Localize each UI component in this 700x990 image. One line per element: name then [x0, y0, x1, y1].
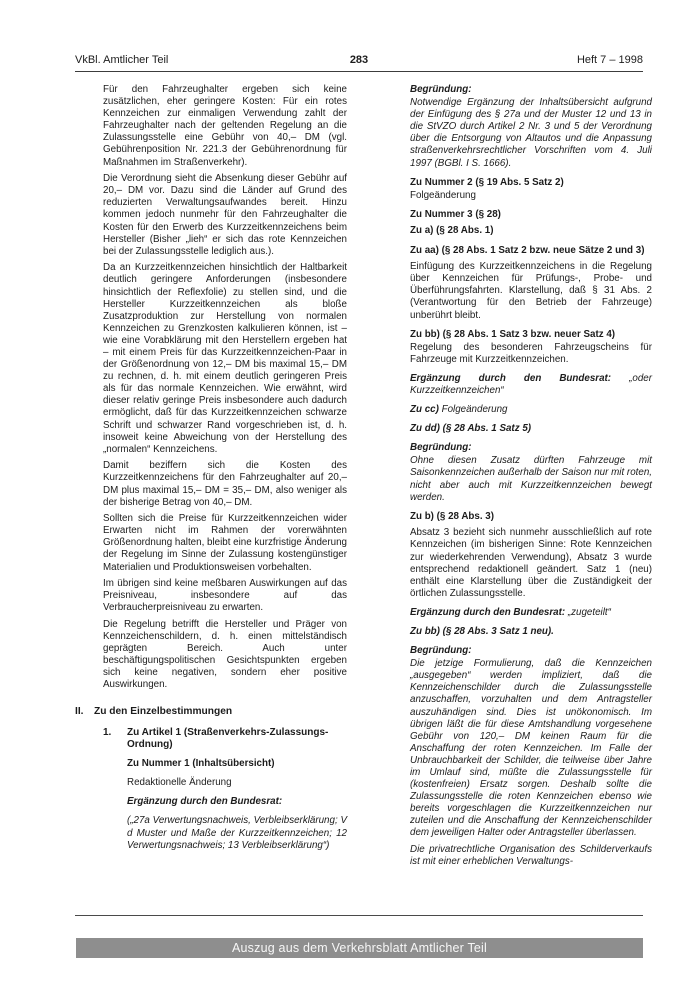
subsection-heading: Zu Nummer 1 (Inhaltsübersicht)	[127, 758, 275, 770]
folgeaenderung-text: Folgeänderung	[410, 189, 476, 201]
begruendung-3-text: Die jetzige Formulierung, daß die Kennzeichen „ausgegeben“ werden impliziert, daß die Kennzeichenschilder durch die Zulassungsstelle anzuschaffen, vorzuhalten und dem Antragsteller auszuhändigen sind. Dies ist unökonomisch. Im übrigen läßt die für diese Amtshandlung vorgesehene Gebühr von 120,– DM keinen Raum für die Anschaffung der roten Kennzeichen. Im Falle der Unbrauchbarkeit der Schilder, die teilweise über Jahre im Umlauf sind, müßte die Zulassungsstelle für (kostenfreien) Ersatz sorgen. Deshalb sollte die Zulassungsstelle die roten Kennzeichen ebenso wie bereits vorgeschlagen die Kurzzeitkennzeichen nur zuteilen und die Anschaffung der Kennzeichenschilder dem jeweiligen Halter oder Antragsteller überlassen.	[410, 658, 652, 839]
footer-divider	[75, 915, 643, 916]
ergaenzung-2	[410, 607, 652, 619]
section-title: Zu den Einzelbestimmungen	[94, 705, 233, 717]
zu-nummer-2-heading: Zu Nummer 2 (§ 19 Abs. 5 Satz 2)	[410, 176, 564, 188]
begruendung-3-heading: Begründung:	[410, 645, 472, 657]
closing-text: Die privatrechtliche Organisation des Schilderverkaufs ist mit einer erheblichen Verwaltungs-	[410, 844, 652, 868]
paragraph: Sollten sich die Preise für Kurzzeitkennzeichen wider Erwarten nicht im Rahmen der vorerwähnten Größenordnung halten, bleibt eine kurzfristige Änderung der Regelung im Sinne der Zulassung kostengünstiger Materialien und Produktionsweisen vorbehalten.	[103, 513, 347, 573]
zu-cc-line	[410, 404, 652, 416]
paragraph: Für den Fahrzeughalter ergeben sich keine zusätzlichen, eher geringere Kosten: Für ein rotes Kennzeichen zur einmaligen Verwendung zahlt der Fahrzeughalter nach der geltenden Regelung an die Zulassungsstelle eine Gebühr von 40,– DM (vgl. Gebührenposition Nr. 221.3 der Gebührenordnung für Maßnahmen im Straßenverkehr).	[103, 84, 347, 168]
zu-a-heading: Zu a) (§ 28 Abs. 1)	[410, 225, 494, 237]
ergaenzung-1-label: Ergänzung durch den Bundesrat:	[410, 372, 612, 384]
zu-b-text: Absatz 3 bezieht sich nunmehr ausschließlich auf rote Kennzeichen (im bisherigen Sinne: Rote Kennzeichen zur wiederkehrenden Verwendung), Absatz 3 wurde entsprechend redaktionell geändert. Satz 1 (neu) enthält eine Klarstellung über die Zuständigkeit der örtlichen Zulassungsstelle.	[410, 527, 652, 599]
ergaenzung-1-text: „oder Kurzzeitkennzeichen“	[410, 372, 652, 396]
item-title: Zu Artikel 1 (Straßenverkehrs-Zulassungs-Ordnung)	[127, 727, 329, 751]
header-journal-title: VkBl. Amtlicher Teil	[75, 54, 169, 66]
paragraph: Die Regelung betrifft die Hersteller und Präger von Kennzeichenschildern, d. h. einen mittelständisch geprägten Bereich. Auch unter beschäftigungspolitischen Gesichtspunkten ergeben sich keine negativen, sondern eher positive Auswirkungen.	[103, 618, 347, 691]
paragraph: Da an Kurzzeitkennzeichen hinsichtlich der Haltbarkeit deutlich geringere Anforderungen (insbesondere hinsichtlich der Reflexfolie) zu stellen sind, und die Hersteller Kurzzeitkennzeichen als bloße Zusatzproduktion zur Herstellung von normalen Kennzeichen zu Grenzkosten kalkulieren können, ist – wie eine Vorabklärung mit den Herstellern ergeben hat – mit einem Preis für das Kurzzeitkennzeichen-Paar in der Größenordnung von 12,– DM bis maximal 15,– DM zu rechnen, d. h. mit einem deutlich geringeren Preis als für das normale Kennzeichen. Wie erwähnt, wird dieser relativ geringe Preis insbesondere auch dadurch ermöglicht, daß für das Kurzzeitkennzeichen schwarze Schrift und schwarzer Rand vorgeschrieben ist, d. h. insoweit keine Abweichung von der Herstellung des „normalen“ Kennzeichens.	[103, 262, 347, 455]
zu-cc-label: Zu cc)	[410, 404, 439, 416]
left-column	[75, 84, 347, 873]
numbered-item	[103, 727, 347, 751]
zu-dd-heading: Zu dd) (§ 28 Abs. 1 Satz 5)	[410, 423, 532, 435]
two-column-body	[75, 84, 652, 873]
paragraph: Die Verordnung sieht die Absenkung dieser Gebühr auf 20,– DM vor. Dazu sind die Länder auf Grund des reduzierten Verwaltungsaufwandes bereit. Hinzu kommen jedoch nunmehr für den Fahrzeughalter die Kosten für den Erwerb des Kurzzeitkennzeichens beim Hersteller (Bisher „lieh“ er sich das rote Kennzeichen bei der Zulassungsstelle lediglich aus.).	[103, 173, 347, 257]
zu-bb-1-text: Regelung des besonderen Fahrzeugscheins für Fahrzeuge mit Kurzzeitkennzeichen.	[410, 341, 652, 365]
footer-banner-text: Auszug aus dem Verkehrsblatt Amtlicher Teil	[231, 941, 488, 955]
begruendung-2-text: Ohne diesen Zusatz dürften Fahrzeuge mit Saisonkennzeichen außerhalb der Saison nur mit roten, nicht aber auch mit Kurzzeitkennzeichen bewegt werden.	[410, 455, 652, 503]
section-number: II.	[75, 705, 84, 717]
header-issue-label: Heft 7 – 1998	[576, 54, 643, 66]
amendment-text: („27a Verwertungsnachweis, Verbleibserklärung; V d Muster und Maße der Kurzzeitkennzeichen; 12 Verwertungsnachweis; 13 Verbleibserklärung“)	[127, 815, 347, 851]
footer-banner	[76, 938, 643, 958]
zu-aa-heading: Zu aa) (§ 28 Abs. 1 Satz 2 bzw. neue Sätze 2 und 3)	[410, 244, 645, 256]
zu-bb-1-heading: Zu bb) (§ 28 Abs. 1 Satz 3 bzw. neuer Satz 4)	[410, 328, 616, 340]
zu-b-heading: Zu b) (§ 28 Abs. 3)	[410, 510, 495, 522]
begruendung-heading: Begründung:	[410, 84, 472, 95]
begruendung-text: Notwendige Ergänzung der Inhaltsübersicht aufgrund der Einfügung des § 27a und der Muster 12 und 13 in die StVZO durch Artikel 2 Nr. 3 und 5 der Verordnung über die Entsorgung von Altautos und die Anpassung straßenverkehrsrechtlicher Vorschriften vom 4. Juli 1997 (BGBl. I S. 1666).	[410, 97, 652, 169]
zu-aa-text: Einfügung des Kurzzeitkennzeichens in die Regelung über Kennzeichen für Prüfungs-, Probe- und Überführungsfahrten. Klarstellung, daß § 31 Abs. 2 (Verantwortung für den Betrieb der Fahrzeuge) unberührt bleibt.	[410, 261, 652, 321]
paragraph: Im übrigen sind keine meßbaren Auswirkungen auf das Preisniveau, insbesondere auf das Verbraucherpreisniveau zu erwarten.	[103, 578, 347, 614]
ergaenzung-1	[410, 373, 652, 397]
header-divider	[75, 71, 643, 72]
zu-bb-2-heading: Zu bb) (§ 28 Abs. 3 Satz 1 neu).	[410, 625, 554, 637]
header-page-number: 283	[349, 54, 369, 66]
zu-nummer-3-heading: Zu Nummer 3 (§ 28)	[410, 208, 501, 220]
zu-cc-text: Folgeänderung	[441, 404, 508, 416]
page-header	[75, 54, 643, 66]
begruendung-2-heading: Begründung:	[410, 442, 472, 454]
ergaenzung-2-text: „zugeteilt“	[567, 606, 611, 618]
amendment-label: Ergänzung durch den Bundesrat:	[127, 796, 283, 808]
item-number: 1.	[103, 727, 112, 738]
section-heading	[75, 706, 347, 719]
note-text: Redaktionelle Änderung	[127, 777, 232, 789]
paragraph: Damit beziffern sich die Kosten des Kurzzeitkennzeichens für den Fahrzeughalter auf 20,– DM plus maximal 15,– DM = 35,– DM, also weniger als der bisherige Betrag von 40,– DM.	[103, 460, 347, 508]
right-column	[410, 84, 652, 873]
ergaenzung-2-label: Ergänzung durch den Bundesrat:	[410, 606, 566, 618]
